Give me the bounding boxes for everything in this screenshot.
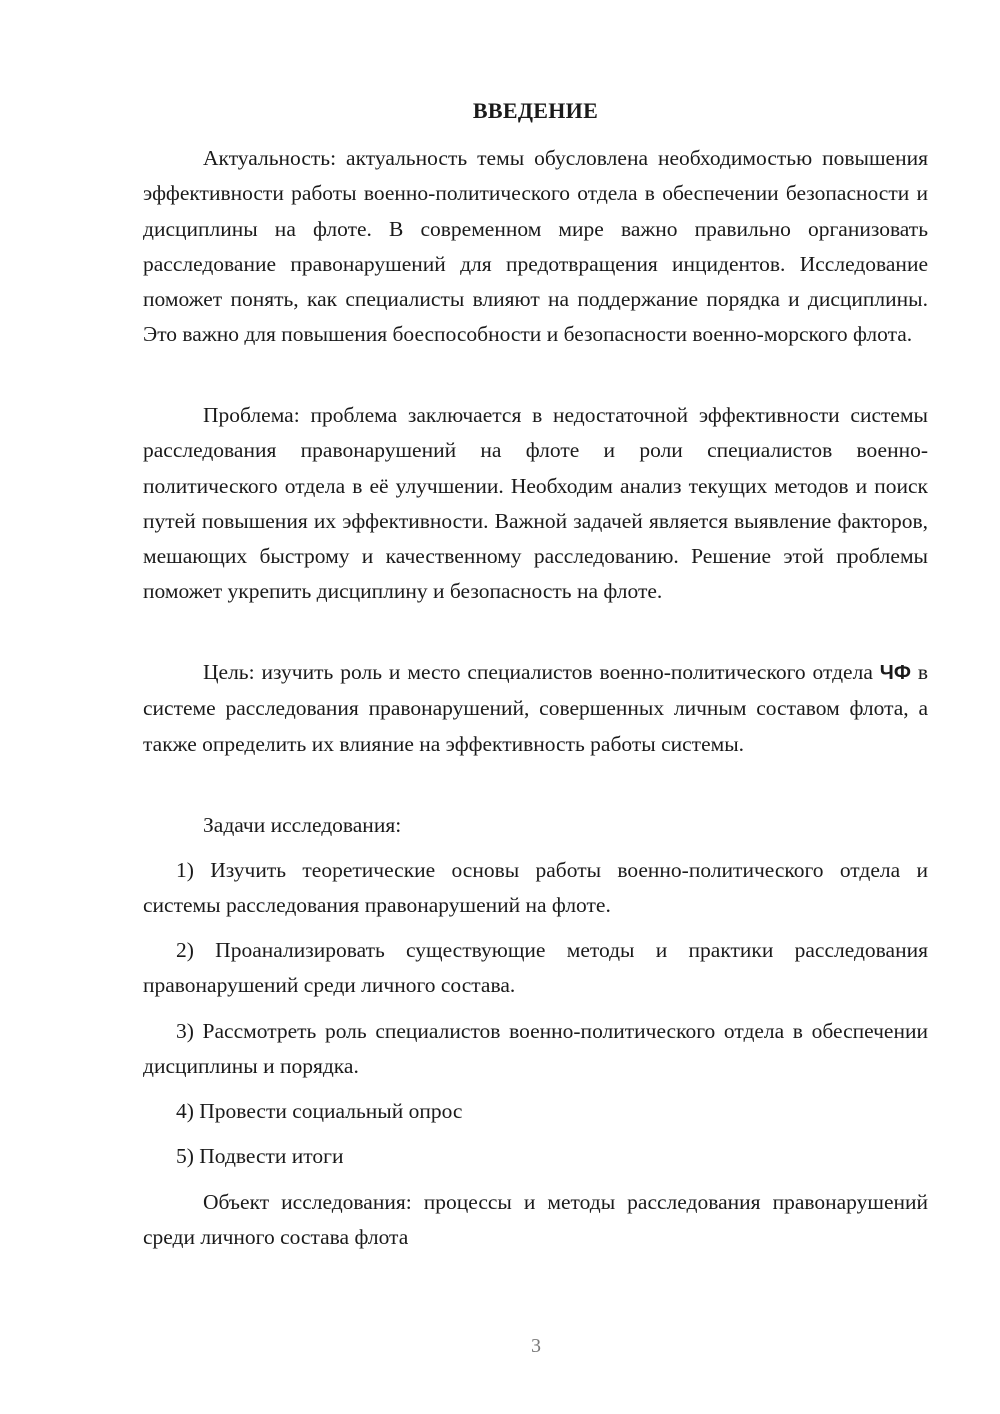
task-item-1: 1) Изучить теоретические основы работы военно-политического отдела и системы расследования правонарушений на флоте. [143,858,928,918]
paragraph-problem: Проблема: проблема заключается в недостаточной эффективности системы расследования правонарушений на флоте и роли специалистов военно-политического отдела в её улучшении. Необходим анализ текущих методов и поиск путей повышения их эффективности. Важной задачей является выявление факторов, мешающих быстрому и качественному расследованию. Решение этой проблемы поможет укрепить дисциплину и безопасность на флоте. [143,403,928,604]
goal-text-end: в системе расследования правонарушений, совершенных личным составом флота, а также определить их влияние на эффективность работы системы. [143,660,929,756]
page-number: 3 [531,1335,541,1357]
tasks-heading: Задачи исследования: [203,813,402,837]
section-heading: ВВЕДЕНИЕ [472,98,599,123]
paragraph-relevance: Актуальность: актуальность темы обусловлена необходимостью повышения эффективности работы военно-политического отдела в обеспечении безопасности и дисциплины на флоте. В современном мире важно правильно организовать расследование правонарушений для предотвращения инцидентов. Исследование поможет понять, как специалисты влияют на поддержание порядка и дисциплины. Это важно для повышения боеспособности и безопасности военно-морского флота. [143,146,928,347]
goal-abbreviation: ЧФ [879,662,911,684]
task-item-2: 2) Проанализировать существующие методы и практики расследования правонарушений среди личного состава. [143,938,928,998]
paragraph-object: Объект исследования: процессы и методы расследования правонарушений среди личного состава флота [143,1190,928,1250]
task-item-3: 3) Рассмотреть роль специалистов военно-политического отдела в обеспечении дисциплины и порядка. [143,1019,928,1079]
paragraph-goal [143,655,928,762]
goal-text-start: Цель: изучить роль и место специалистов военно-политического отдела [203,660,880,684]
task-item-5: 5) Подвести итоги [176,1144,344,1168]
task-item-4: 4) Провести социальный опрос [176,1099,463,1123]
